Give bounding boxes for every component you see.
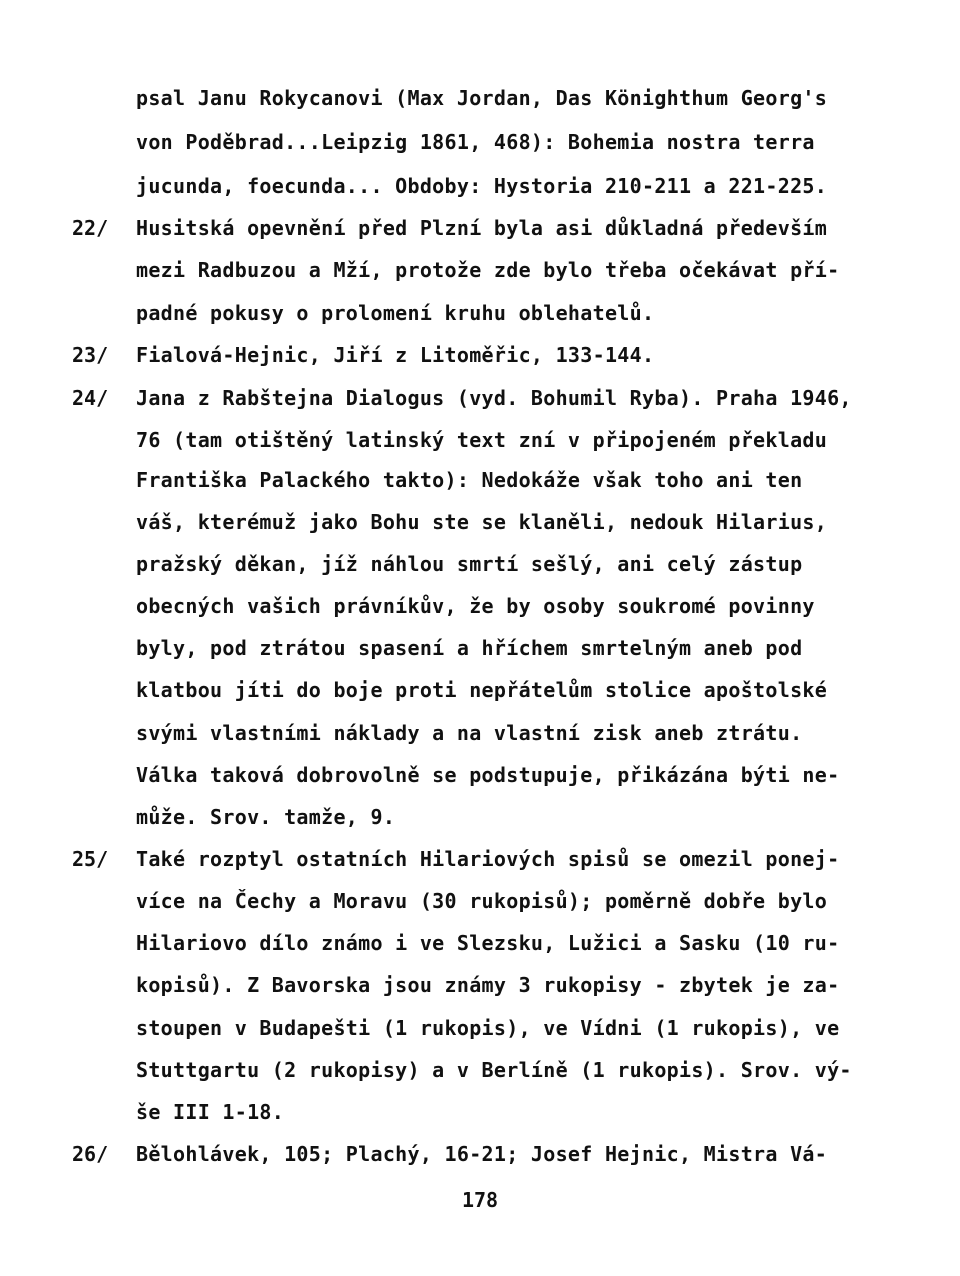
note-number: 25/ <box>72 847 109 871</box>
text-line: Františka Palackého takto): Nedokáže však toho ani ten <box>136 468 803 492</box>
text-line: Bělohlávek, 105; Plachý, 16-21; Josef Hejnic, Mistra Vá- <box>136 1142 828 1166</box>
text-line: Také rozptyl ostatních Hilariových spisů se omezil ponej- <box>136 847 840 871</box>
text-line: stoupen v Budapešti (1 rukopis), ve Vídni (1 rukopis), ve <box>136 1016 840 1040</box>
text-line: mezi Radbuzou a Mží, protože zde bylo třeba očekávat pří- <box>136 258 840 282</box>
text-line: von Poděbrad...Leipzig 1861, 468): Bohemia nostra terra <box>136 130 815 154</box>
text-line: Hilariovo dílo známo i ve Slezsku, Lužici a Sasku (10 ru- <box>136 931 840 955</box>
text-line: 76 (tam otištěný latinský text zní v připojeném překladu <box>136 428 828 452</box>
text-line: kopisů). Z Bavorska jsou známy 3 rukopisy - zbytek je za- <box>136 973 840 997</box>
text-line: še III 1-18. <box>136 1100 285 1124</box>
text-line: obecných vašich právníkův, že by osoby soukromé povinny <box>136 594 815 618</box>
text-line: psal Janu Rokycanovi (Max Jordan, Das Könighthum Georg's <box>136 86 828 110</box>
note-number: 22/ <box>72 216 109 240</box>
text-line: pražský děkan, jíž náhlou smrtí sešlý, ani celý zástup <box>136 552 803 576</box>
note-number: 24/ <box>72 386 109 410</box>
note-number: 26/ <box>72 1142 109 1166</box>
text-line: může. Srov. tamže, 9. <box>136 805 396 829</box>
text-line: byly, pod ztrátou spasení a hříchem smrtelným aneb pod <box>136 636 803 660</box>
note-number: 23/ <box>72 343 109 367</box>
text-line: Jana z Rabštejna Dialogus (vyd. Bohumil Ryba). Praha 1946, <box>136 386 852 410</box>
text-line: Husitská opevnění před Plzní byla asi důkladná především <box>136 216 828 240</box>
page-number: 178 <box>461 1188 499 1212</box>
text-line: padné pokusy o prolomení kruhu oblehatelů. <box>136 301 655 325</box>
text-line: jucunda, foecunda... Obdoby: Hystoria 210-211 a 221-225. <box>136 174 828 198</box>
text-line: Válka taková dobrovolně se podstupuje, přikázána býti ne- <box>136 763 840 787</box>
text-line: více na Čechy a Moravu (30 rukopisů); poměrně dobře bylo <box>136 889 828 913</box>
text-line: Fialová-Hejnic, Jiří z Litoměřic, 133-144. <box>136 343 655 367</box>
text-line: váš, kterémuž jako Bohu ste se klaněli, nedouk Hilarius, <box>136 510 828 534</box>
text-line: svými vlastními náklady a na vlastní zisk aneb ztrátu. <box>136 721 803 745</box>
text-line: klatbou jíti do boje proti nepřátelům stolice apoštolské <box>136 678 828 702</box>
text-line: Stuttgartu (2 rukopisy) a v Berlíně (1 rukopis). Srov. vý- <box>136 1058 852 1082</box>
